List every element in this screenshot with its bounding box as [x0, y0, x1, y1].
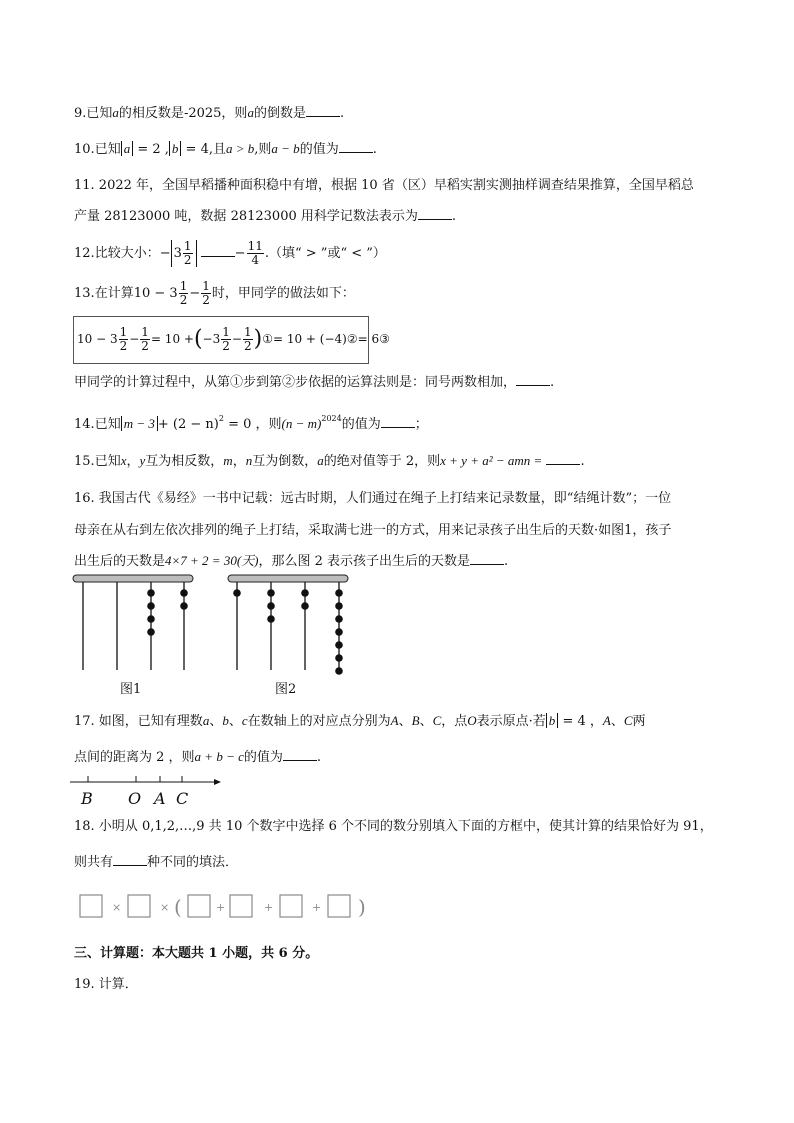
answer-blank: [283, 748, 317, 761]
point-label-b: B: [81, 789, 93, 808]
answer-box-6: [328, 895, 350, 917]
section-heading: 三、计算题：本大题共 1 小题，共 6 分。: [74, 946, 319, 961]
figure-2-ropes: [228, 575, 348, 675]
question-9: 9.已知a的相反数是-2025，则a的倒数是 .: [74, 105, 345, 121]
question-18-line2: 则共有 种不同的填法．: [74, 855, 239, 870]
answer-box-2: [128, 895, 150, 917]
answer-blank: [470, 552, 504, 565]
answer-box-5: [280, 895, 302, 917]
figure-1-ropes: [73, 575, 193, 670]
svg-text:+: +: [312, 901, 322, 914]
number-line: [70, 770, 230, 810]
answer-blank: [113, 853, 147, 866]
question-18-line1: 18. 小明从 0,1,2,…,9 共 10 个数字中选择 6 个不同的数分别填入下面的方框中，使其计算的结果恰好为 91，: [74, 819, 713, 834]
answer-box-3: [188, 895, 210, 917]
question-12: 12.比较大小：− 3 $\frac{1}{2}$ − $\frac{11}{4}$ .（填“ > ”或“ < ”）: [74, 239, 386, 267]
question-10: 10.已知 a = 2 , b = 4,且a > b,则a − b的值为 .: [74, 141, 377, 157]
question-11-line1: 11. 2022 年，全国早稻播种面积稳中有增，根据 10 省（区）早稻实割实测抽样调查结果推算，全国早稻总: [74, 178, 694, 193]
knot-figures: [60, 570, 360, 700]
answer-blank: [546, 452, 580, 465]
answer-blank: [381, 415, 415, 428]
question-16-line3: 出生后的天数是4×7 + 2 = 30(天)，那么图 2 表示孩子出生后的天数是 .: [74, 553, 509, 569]
answer-box-1: [80, 895, 102, 917]
svg-text:(: (: [174, 895, 182, 919]
svg-text:): ): [358, 895, 366, 919]
answer-box-4: [230, 895, 252, 917]
answer-blank: [339, 140, 373, 153]
blank-boxes-expression: [76, 890, 376, 926]
question-11-line2: 产量 28123000 吨，数据 28123000 用科学记数法表示为 .: [74, 209, 457, 224]
question-16-line1: 16. 我国古代《易经》一书中记载：远古时期，人们通过在绳子上打结来记录数量，即“结绳计数”；一位: [74, 491, 672, 506]
svg-text:×: ×: [160, 901, 170, 914]
question-13-rule: 甲同学的计算过程中，从第①步到第②步依据的运算法则是：同号两数相加， .: [74, 375, 555, 390]
question-19: 19. 计算．: [74, 977, 138, 992]
point-label-o: O: [128, 789, 142, 808]
answer-blank: [418, 207, 452, 220]
answer-blank: [306, 104, 340, 117]
question-17-line1: 17. 如图，已知有理数a、b、c在数轴上的对应点分别为A、B、C，点O表示原点·若 b = 4 ，A、C两: [74, 713, 646, 729]
point-label-a: A: [154, 789, 166, 808]
figure-1-caption: 图1: [120, 682, 142, 697]
svg-text:+: +: [264, 901, 274, 914]
question-14: 14.已知 $m - 3 + (2 - n)^2 = 0$ ，则$(n - m)^{2024}$的值为 ；: [74, 414, 428, 432]
svg-text:+: +: [216, 901, 226, 914]
abs-mixed-number: 3 $\frac{1}{2}$: [171, 240, 197, 267]
question-15: 15.已知x，y互为相反数，m，n互为倒数，a的绝对值等于 2，则x + y + a² − amn = .: [74, 453, 585, 469]
question-13: 13.在计算10 − 3 $\frac{1}{2}$ − $\frac{1}{2}$ 时，甲同学的做法如下：: [74, 279, 355, 307]
svg-text:×: ×: [112, 901, 122, 914]
solution-steps: 10 − 3 $\frac{1}{2}$ − $\frac{1}{2}$ = 10 +(−3 $\frac{1}{2}$ − $\frac{1}{2}$ )①= 10 + (−4)②= 6③: [77, 325, 390, 353]
question-17-line2: 点间的距离为 2 ，则a + b − c的值为 .: [74, 749, 322, 765]
figure-2-caption: 图2: [275, 682, 297, 697]
answer-blank: [201, 244, 235, 257]
point-label-c: C: [176, 789, 189, 808]
question-16-line2: 母亲在从右到左依次排列的绳子上打结，采取满七进一的方式，用来记录孩子出生后的天数·如图1，孩子: [74, 523, 672, 538]
answer-blank: [516, 373, 550, 386]
